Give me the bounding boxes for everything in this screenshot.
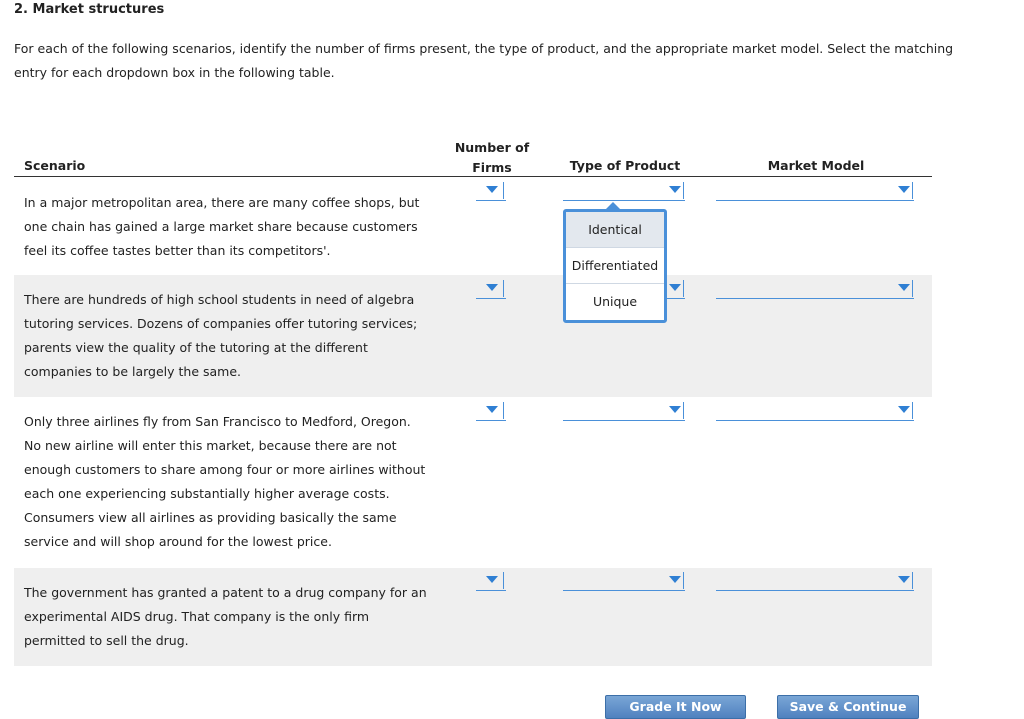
firms-dropdown-1[interactable] [476,178,506,201]
firms-dropdown-4[interactable] [476,568,506,591]
model-dropdown-2[interactable] [716,276,914,299]
instructions-text: For each of the following scenarios, identify the number of firms present, the type of product, and the appropriate market model. Select the matching entry for each dropdown box in the following table. [14,41,954,80]
scenario-text: There are hundreds of high school students in need of algebra tutoring services. Dozens of companies offer tutoring services; parents view the quality of the tutoring at the different companies to be largely the same. [24,292,418,379]
chevron-down-icon [486,576,498,583]
header-market-model: Market Model [767,158,865,173]
header-scenario: Scenario [24,158,86,173]
scenario-text: In a major metropolitan area, there are many coffee shops, but one chain has gained a large market share because customers feel its coffee tastes better than its competitors'. [24,195,420,258]
firms-dropdown-3[interactable] [476,398,506,421]
save-continue-button[interactable]: Save & Continue [777,695,919,719]
product-dropdown-1[interactable] [563,178,685,201]
chevron-down-icon [486,186,498,193]
chevron-down-icon [898,576,910,583]
chevron-down-icon [898,186,910,193]
chevron-down-icon [669,284,681,291]
option-identical[interactable]: Identical [566,212,664,248]
chevron-down-icon [669,576,681,583]
firms-dropdown-2[interactable] [476,276,506,299]
table-row-airlines [14,397,932,568]
model-dropdown-3[interactable] [716,398,914,421]
product-options-popup [563,209,667,323]
product-dropdown-4[interactable] [563,568,685,591]
section-title: 2. Market structures [14,2,165,17]
chevron-down-icon [669,186,681,193]
model-dropdown-4[interactable] [716,568,914,591]
chevron-down-icon [898,406,910,413]
chevron-down-icon [486,284,498,291]
option-differentiated[interactable]: Differentiated [566,248,664,284]
scenario-text: The government has granted a patent to a drug company for an experimental AIDS drug. That company is the only firm permitted to sell the drug. [24,585,427,648]
scenario-text: Only three airlines fly from San Francisco to Medford, Oregon. No new airline will enter this market, because there are not enough customers to share among four or more airlines without each one experiencing substantially higher average costs. Consumers view all airlines as providing basically the same service and will shop around for the lowest price. [24,414,426,549]
chevron-down-icon [486,406,498,413]
model-dropdown-1[interactable] [716,178,914,201]
grade-it-now-button[interactable]: Grade It Now [605,695,746,719]
chevron-down-icon [669,406,681,413]
product-dropdown-3[interactable] [563,398,685,421]
chevron-down-icon [898,284,910,291]
header-type-of-product: Type of Product [569,158,681,173]
popup-pointer-icon [606,202,620,209]
option-unique[interactable]: Unique [592,294,638,309]
header-number-of-firms: Number of Firms [454,140,530,175]
